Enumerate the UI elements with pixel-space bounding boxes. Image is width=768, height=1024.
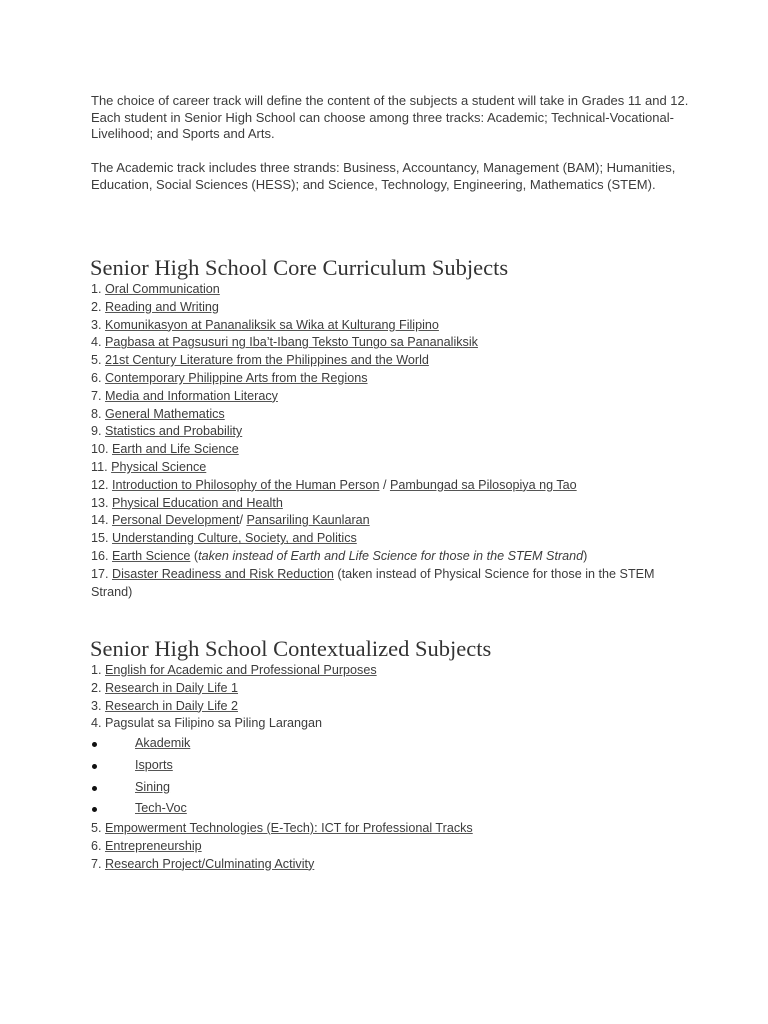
bullet-link[interactable]: Tech-Voc [135, 801, 187, 816]
list-item: 3. Komunikasyon at Pananaliksik sa Wika at Kulturang Filipino [91, 317, 439, 332]
subject-link[interactable]: Media and Information Literacy [105, 388, 278, 403]
list-item: 17. Disaster Readiness and Risk Reduction (taken instead of Physical Science for those in the STEM Strand) [91, 566, 655, 599]
subject-link[interactable]: Oral Communication [105, 282, 220, 296]
list-item: 5. 21st Century Literature from the Philippines and the World [91, 353, 429, 368]
subject-link[interactable]: Earth and Life Science [112, 442, 239, 457]
subject-link-filipino[interactable]: Pambungad sa Pilosopiya ng Tao [389, 477, 577, 492]
subject-link[interactable]: 21st Century Literature from the Philippines and the World [105, 353, 429, 368]
subject-link[interactable]: Reading and Writing [105, 299, 219, 314]
core-subjects-list [91, 281, 691, 601]
bullet-item [91, 755, 691, 777]
bullet-icon [92, 786, 97, 791]
subject-link[interactable]: Physical Education and Health [112, 495, 283, 510]
bullet-item [91, 798, 691, 820]
subject-link[interactable]: Physical Science [111, 459, 207, 474]
subject-text: Pagsulat sa Filipino sa Piling Larangan [105, 716, 323, 731]
list-item: 9. Statistics and Probability [91, 424, 243, 439]
list-item: 2. Research in Daily Life 1 [91, 680, 239, 695]
subject-note: taken instead of Earth and Life Science for those in the STEM Strand [198, 548, 584, 563]
list-item: 7. Media and Information Literacy [91, 388, 278, 403]
intro-paragraph-1: The choice of career track will define the content of the subjects a student will take in Grades 11 and 12. Each student in Senior High School can choose among three tracks: Academic; Technical-Vocational-Livelihood; and Sports and Arts. [91, 93, 689, 142]
list-item: 11. Physical Science [91, 459, 207, 474]
sub-bullet-list [91, 733, 691, 820]
list-item: 10. Earth and Life Science [91, 442, 239, 457]
bullet-link[interactable]: Akademik [135, 736, 191, 751]
subject-note: (taken instead of Physical Science for those in the STEM Strand) [91, 566, 655, 599]
list-item: 4. Pagsulat sa Filipino sa Piling Larangan Akademik Isports Sining Tech-Voc [91, 715, 691, 820]
list-item: 15. Understanding Culture, Society, and Politics [91, 531, 357, 546]
list-item: 14. Personal Development/ Pansariling Kaunlaran [91, 513, 370, 528]
bullet-item [91, 733, 691, 755]
subject-link[interactable]: General Mathematics [105, 406, 225, 421]
subject-link[interactable]: Personal Development [112, 513, 240, 528]
list-item: 2. Reading and Writing [91, 299, 219, 314]
subject-link[interactable]: Entrepreneurship [105, 838, 202, 853]
list-item: 3. Research in Daily Life 2 [91, 698, 239, 713]
list-item: 6. Contemporary Philippine Arts from the Regions [91, 370, 368, 385]
subject-link[interactable]: Komunikasyon at Pananaliksik sa Wika at Kulturang Filipino [105, 317, 439, 332]
subject-link[interactable]: Earth Science [112, 548, 191, 563]
subject-link[interactable]: Pagbasa at Pagsusuri ng Iba’t-Ibang Teksto Tungo sa Pananaliksik [105, 335, 478, 350]
bullet-icon [92, 764, 97, 769]
bullet-link[interactable]: Sining [135, 779, 171, 794]
subject-link[interactable]: English for Academic and Professional Purposes [105, 663, 377, 677]
intro-paragraph-2: The Academic track includes three strands: Business, Accountancy, Management (BAM); Humanities, Education, Social Sciences (HESS); and Science, Technology, Engineering, Mathematics (STEM). [91, 160, 676, 192]
bullet-item [91, 777, 691, 799]
contextualized-subjects-list [91, 662, 691, 873]
subject-link-filipino[interactable]: Pansariling Kaunlaran [246, 513, 370, 528]
subject-link[interactable]: Understanding Culture, Society, and Politics [112, 531, 357, 546]
list-item: 16. Earth Science (taken instead of Earth and Life Science for those in the STEM Strand) [91, 548, 588, 563]
subject-link[interactable]: Research Project/Culminating Activity [105, 856, 315, 871]
list-item: 5. Empowerment Technologies (E-Tech): ICT for Professional Tracks [91, 820, 473, 835]
subject-link[interactable]: Disaster Readiness and Risk Reduction [112, 566, 334, 581]
subject-link[interactable]: Research in Daily Life 2 [105, 698, 239, 713]
list-item: 13. Physical Education and Health [91, 495, 283, 510]
bullet-link[interactable]: Isports [135, 757, 173, 772]
list-item: 1. Oral Communication [91, 282, 220, 296]
subject-link[interactable]: Introduction to Philosophy of the Human Person [112, 477, 380, 492]
subject-link[interactable]: Research in Daily Life 1 [105, 680, 239, 695]
bullet-icon [92, 807, 97, 812]
contextualized-subjects-heading: Senior High School Contextualized Subjects [90, 636, 492, 661]
bullet-icon [92, 742, 97, 747]
subject-link[interactable]: Statistics and Probability [105, 424, 243, 439]
list-item: 12. Introduction to Philosophy of the Human Person / Pambungad sa Pilosopiya ng Tao [91, 477, 577, 492]
list-item: 8. General Mathematics [91, 406, 225, 421]
subject-link[interactable]: Empowerment Technologies (E-Tech): ICT for Professional Tracks [105, 820, 473, 835]
subject-link[interactable]: Contemporary Philippine Arts from the Regions [105, 370, 368, 385]
list-item: 7. Research Project/Culminating Activity [91, 856, 315, 871]
list-item: 6. Entrepreneurship [91, 838, 202, 853]
list-item: 1. English for Academic and Professional Purposes [91, 663, 377, 677]
core-subjects-heading: Senior High School Core Curriculum Subjects [90, 255, 509, 280]
list-item: 4. Pagbasa at Pagsusuri ng Iba’t-Ibang Teksto Tungo sa Pananaliksik [91, 335, 478, 350]
